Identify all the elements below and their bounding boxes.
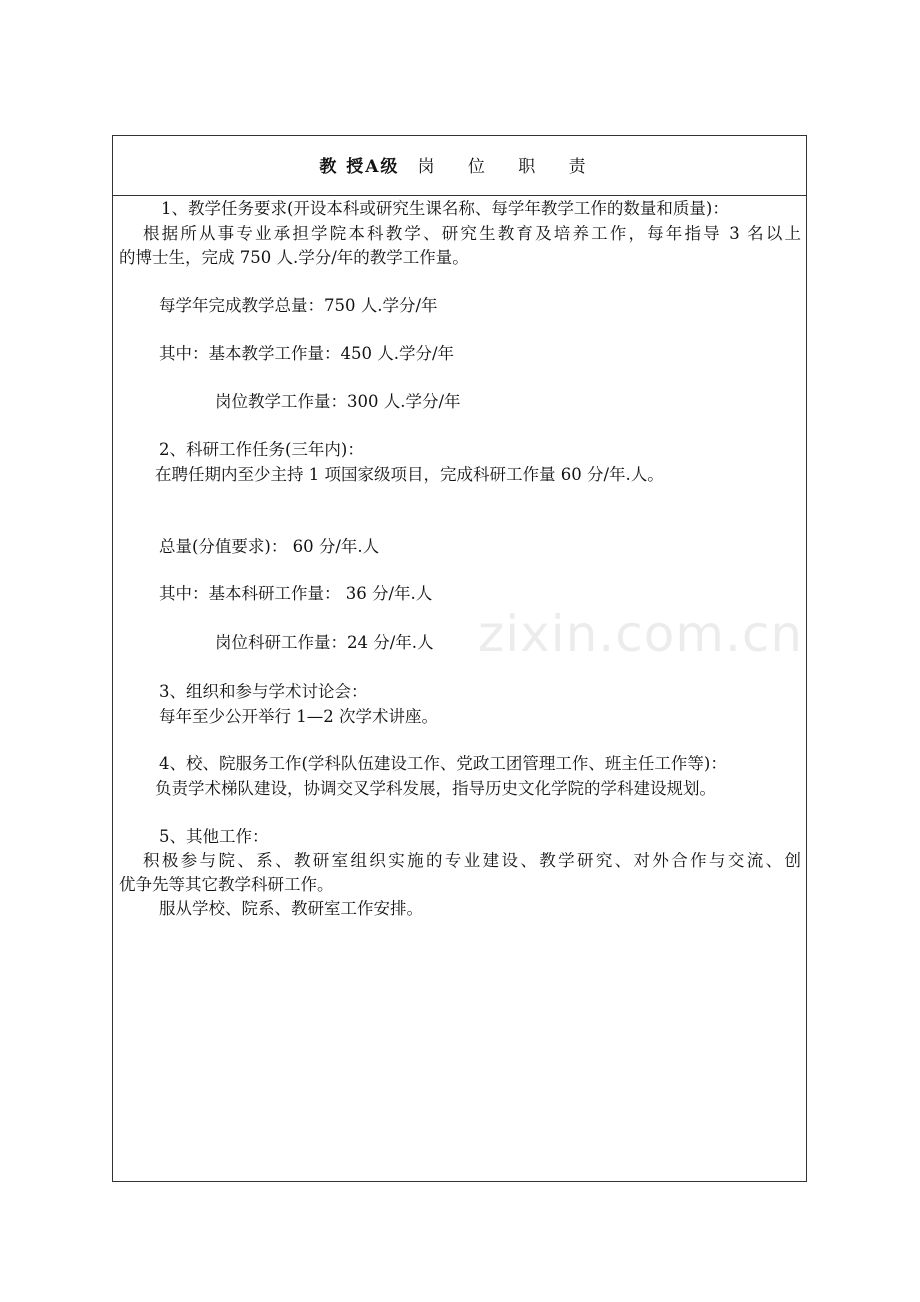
title-duty: 岗 位 职 责	[417, 157, 600, 177]
section1-basic: 其中：基本教学工作量：450 人.学分/年	[159, 344, 455, 363]
watermark: zixin.com.cn	[478, 605, 804, 663]
section1-post: 岗位教学工作量：300 人.学分/年	[215, 392, 461, 411]
section5-body-line2: 优争先等其它教学科研工作。	[119, 875, 334, 894]
title-grade: 教 授A级	[319, 157, 400, 177]
section3-heading: 3、组织和参与学术讨论会：	[159, 682, 368, 701]
section5-heading: 5、其他工作：	[159, 827, 269, 846]
section4-heading: 4、校、院服务工作(学科队伍建设工作、党政工团管理工作、班主任工作等)：	[159, 754, 727, 773]
title-row	[113, 136, 806, 196]
section1-total: 每学年完成教学总量：750 人.学分/年	[159, 296, 438, 315]
section1-body-line1: 根据所从事专业承担学院本科教学、研究生教育及培养工作，每年指导 3 名以上	[143, 224, 801, 243]
section5-body-line1: 积极参与院、系、教研室组织实施的专业建设、教学研究、对外合作与交流、创	[143, 851, 801, 870]
section2-body: 在聘任期内至少主持 1 项国家级项目，完成科研工作量 60 分/年.人。	[155, 465, 664, 484]
section4-body: 负责学术梯队建设，协调交叉学科发展，指导历史文化学院的学科建设规划。	[155, 779, 716, 798]
section2-post: 岗位科研工作量：24 分/年.人	[215, 633, 434, 652]
table-title	[113, 156, 806, 178]
section5-body-line3: 服从学校、院系、教研室工作安排。	[159, 899, 423, 918]
section1-heading: 1、教学任务要求(开设本科或研究生课名称、每学年教学工作的数量和质量)：	[161, 199, 729, 218]
section3-body: 每年至少公开举行 1—2 次学术讲座。	[159, 707, 438, 726]
section2-total: 总量(分值要求)： 60 分/年.人	[159, 537, 380, 556]
section2-heading: 2、科研工作任务(三年内)：	[159, 440, 364, 459]
section1-body-line2: 的博士生，完成 750 人.学分/年的教学工作量。	[119, 248, 469, 267]
section2-basic: 其中：基本科研工作量： 36 分/年.人	[159, 584, 433, 603]
